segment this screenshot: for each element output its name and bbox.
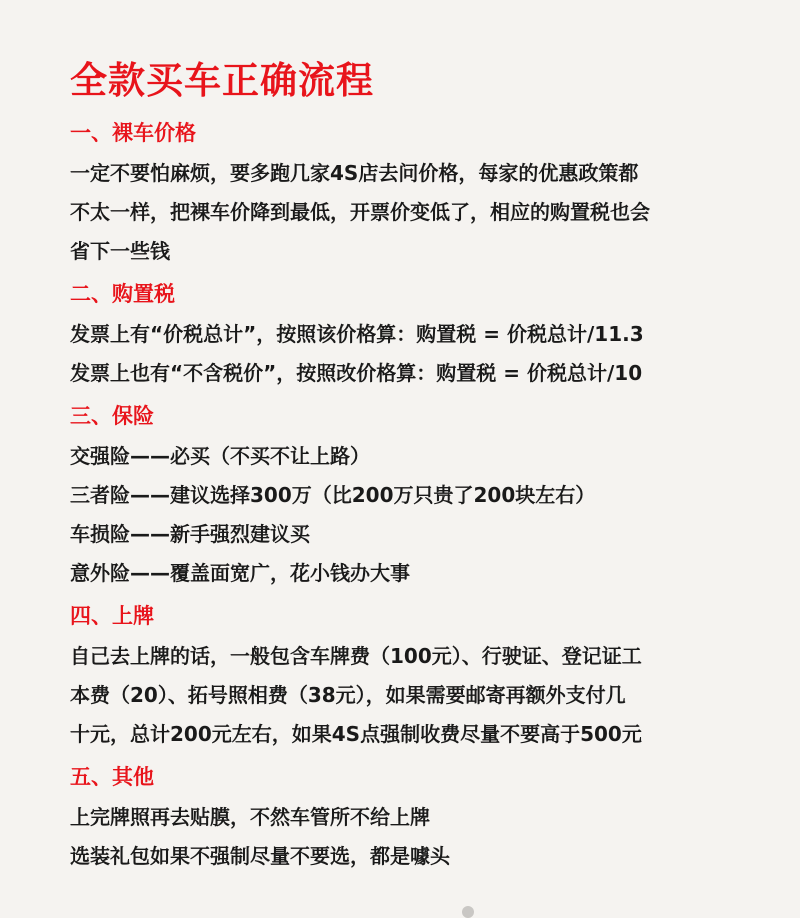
section-body-insurance <box>70 437 760 593</box>
paragraph-line: 上完牌照再去贴膜，不然车管所不给上牌 <box>70 805 430 829</box>
paragraph-line: 三者险——建议选择300万（比200万只贵了200块左右） <box>70 483 596 507</box>
paragraph-line: 意外险——覆盖面宽广，花小钱办大事 <box>70 561 410 585</box>
section-body-other <box>70 798 760 876</box>
section-heading-other: 五、其他 <box>70 765 154 789</box>
section-heading-plates: 四、上牌 <box>70 604 154 628</box>
paragraph-line: 一定不要怕麻烦，要多跑几家4S店去问价格，每家的优惠政策都 <box>70 161 639 185</box>
paragraph-line: 交强险——必买（不买不让上路） <box>70 444 370 468</box>
paragraph-line: 省下一些钱 <box>70 239 170 263</box>
section-heading-purchase-tax: 二、购置税 <box>70 282 175 306</box>
section-body-purchase-tax <box>70 315 760 393</box>
paragraph-line: 自己去上牌的话，一般包含车牌费（100元）、行驶证、登记证工 <box>70 644 642 668</box>
section-heading-insurance: 三、保险 <box>70 404 154 428</box>
page-title: 全款买车正确流程 <box>70 59 374 102</box>
paragraph-line: 发票上也有“不含税价”，按照改价格算：购置税 = 价税总计/10 <box>70 361 643 385</box>
paragraph-line: 车损险——新手强烈建议买 <box>70 522 310 546</box>
paragraph-line: 选装礼包如果不强制尽量不要选，都是噱头 <box>70 844 450 868</box>
paragraph-line: 十元，总计200元左右，如果4S点强制收费尽量不要高于500元 <box>70 722 642 746</box>
section-heading-price: 一、裸车价格 <box>70 121 196 145</box>
paragraph-line: 本费（20）、拓号照相费（38元），如果需要邮寄再额外支付几 <box>70 683 626 707</box>
page-indicator-dot <box>462 906 474 918</box>
paragraph-line: 发票上有“价税总计”，按照该价格算：购置税 = 价税总计/11.3 <box>70 322 644 346</box>
section-body-price <box>70 154 760 271</box>
paragraph-line: 不太一样，把裸车价降到最低，开票价变低了，相应的购置税也会 <box>70 200 650 224</box>
section-body-plates <box>70 637 760 754</box>
